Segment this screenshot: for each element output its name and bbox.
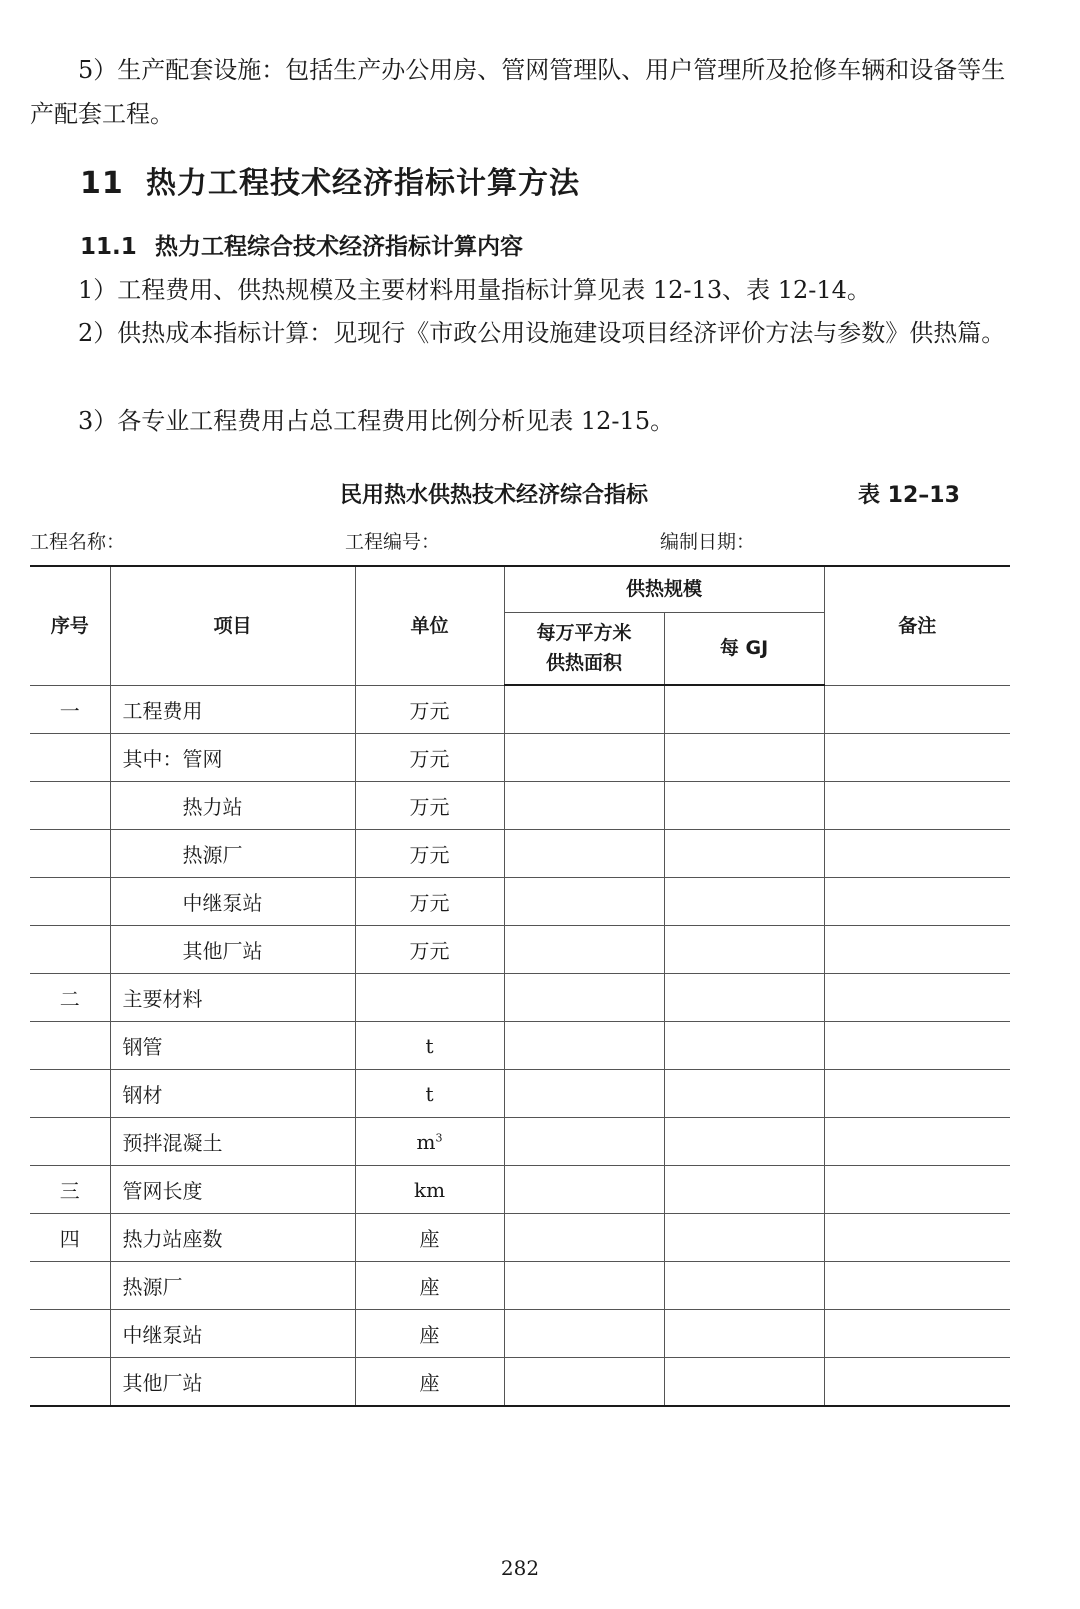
row-remark-cell <box>824 1214 1010 1262</box>
row-remark-cell <box>824 1358 1010 1407</box>
table-row <box>30 1214 1010 1262</box>
row-per-gj-cell <box>664 1310 824 1358</box>
table-row <box>30 1070 1010 1118</box>
row-unit-text: t <box>425 1033 434 1058</box>
list-item-3: 3）各专业工程费用占总工程费用比例分析见表 12-15。 <box>78 407 675 435</box>
row-item: 热力站座数 <box>110 1214 355 1262</box>
table-row <box>30 1310 1010 1358</box>
row-per-gj-cell <box>664 1358 824 1407</box>
row-item: 其他厂站 <box>110 1358 355 1407</box>
row-remark-cell <box>824 974 1010 1022</box>
header-scale: 供热规模 <box>504 566 824 612</box>
row-per-gj-cell <box>664 878 824 926</box>
row-item: 工程费用 <box>110 685 355 734</box>
row-per-area-cell <box>504 1070 664 1118</box>
row-per-gj-cell <box>664 1262 824 1310</box>
row-seq <box>30 1070 110 1118</box>
row-per-area-cell <box>504 782 664 830</box>
table-row <box>30 1166 1010 1214</box>
project-code-label: 工程编号： <box>345 531 441 553</box>
header-item: 项目 <box>110 566 355 685</box>
table-row <box>30 1262 1010 1310</box>
row-unit <box>355 1022 504 1070</box>
row-remark-cell <box>824 1166 1010 1214</box>
row-seq <box>30 878 110 926</box>
row-unit <box>355 1262 504 1310</box>
page-number: 282 <box>500 1556 540 1580</box>
row-per-area-cell <box>504 734 664 782</box>
row-remark-cell <box>824 830 1010 878</box>
row-item: 热源厂 <box>110 1262 355 1310</box>
header-seq: 序号 <box>30 566 110 685</box>
row-unit <box>355 1214 504 1262</box>
table-row <box>30 685 1010 734</box>
header-unit: 单位 <box>355 566 504 685</box>
row-remark-cell <box>824 782 1010 830</box>
row-remark-cell <box>824 926 1010 974</box>
row-per-area-cell <box>504 1118 664 1166</box>
row-per-area-cell <box>504 830 664 878</box>
row-unit <box>355 830 504 878</box>
row-per-area-cell <box>504 1022 664 1070</box>
row-seq <box>30 830 110 878</box>
table-row <box>30 926 1010 974</box>
header-remark: 备注 <box>824 566 1010 685</box>
table-row <box>30 734 1010 782</box>
row-remark-cell <box>824 878 1010 926</box>
section-heading <box>80 158 580 202</box>
header-per-gj: 每 GJ <box>664 612 824 685</box>
row-seq <box>30 782 110 830</box>
header-per-area-line2: 供热面积 <box>545 652 622 675</box>
row-remark-cell <box>824 1022 1010 1070</box>
row-unit <box>355 685 504 734</box>
row-unit-text: 座 <box>419 1371 440 1395</box>
row-unit <box>355 1118 504 1166</box>
row-seq <box>30 734 110 782</box>
row-per-gj-cell <box>664 1022 824 1070</box>
table-caption: 民用热水供热技术经济综合指标 <box>340 483 649 508</box>
row-unit-text: 座 <box>419 1227 440 1251</box>
row-per-gj-cell <box>664 1214 824 1262</box>
table-row <box>30 782 1010 830</box>
row-unit-text: m <box>416 1129 436 1154</box>
row-seq <box>30 1118 110 1166</box>
project-name-label: 工程名称： <box>30 531 126 553</box>
row-unit <box>355 734 504 782</box>
row-unit-text: 座 <box>419 1275 440 1299</box>
row-per-gj-cell <box>664 926 824 974</box>
row-unit <box>355 1166 504 1214</box>
date-label: 编制日期： <box>660 531 756 553</box>
row-per-area-cell <box>504 1358 664 1407</box>
row-remark-cell <box>824 1262 1010 1310</box>
row-unit-text: t <box>425 1081 434 1106</box>
row-per-gj-cell <box>664 830 824 878</box>
subsection-number: 11.1 <box>80 234 137 260</box>
row-per-area-cell <box>504 1166 664 1214</box>
row-unit-text: 万元 <box>409 939 450 963</box>
row-per-gj-cell <box>664 1166 824 1214</box>
row-unit <box>355 974 504 1022</box>
row-item: 管网长度 <box>110 1166 355 1214</box>
row-seq <box>30 1358 110 1407</box>
row-item: 预拌混凝土 <box>110 1118 355 1166</box>
row-unit-superscript: 3 <box>435 1130 443 1144</box>
row-unit-text: 万元 <box>409 747 450 771</box>
row-unit <box>355 1358 504 1407</box>
row-seq: 一 <box>30 685 110 734</box>
row-unit-text: 万元 <box>409 698 450 723</box>
row-item: 钢管 <box>110 1022 355 1070</box>
row-per-area-cell <box>504 974 664 1022</box>
list-item-1: 1）工程费用、供热规模及主要材料用量指标计算见表 12-13、表 12-14。 <box>78 276 871 304</box>
row-per-gj-cell <box>664 685 824 734</box>
row-per-area-cell <box>504 1262 664 1310</box>
row-unit-text: 万元 <box>409 795 450 819</box>
header-per-area <box>504 612 664 685</box>
row-remark-cell <box>824 685 1010 734</box>
row-seq <box>30 1022 110 1070</box>
row-seq: 二 <box>30 974 110 1022</box>
row-seq: 三 <box>30 1166 110 1214</box>
list-item-2: 2）供热成本指标计算：见现行《市政公用设施建设项目经济评价方法与参数》供热篇。 <box>78 319 1006 347</box>
row-seq <box>30 1262 110 1310</box>
row-unit-text: 万元 <box>409 891 450 915</box>
table-row <box>30 878 1010 926</box>
row-item: 热源厂 <box>110 830 355 878</box>
header-per-area-line1: 每万平方米 <box>536 622 632 645</box>
section-title: 热力工程技术经济指标计算方法 <box>146 166 580 201</box>
row-item: 主要材料 <box>110 974 355 1022</box>
row-unit <box>355 926 504 974</box>
row-unit <box>355 1070 504 1118</box>
row-per-area-cell <box>504 926 664 974</box>
table-row <box>30 974 1010 1022</box>
row-item: 钢材 <box>110 1070 355 1118</box>
subsection-heading <box>80 228 523 261</box>
row-unit <box>355 782 504 830</box>
row-per-area-cell <box>504 685 664 734</box>
row-per-area-cell <box>504 878 664 926</box>
subsection-title: 热力工程综合技术经济指标计算内容 <box>155 234 523 260</box>
row-item: 热力站 <box>110 782 355 830</box>
row-item: 其他厂站 <box>110 926 355 974</box>
row-item: 中继泵站 <box>110 878 355 926</box>
row-per-gj-cell <box>664 734 824 782</box>
row-per-gj-cell <box>664 1118 824 1166</box>
table-row <box>30 1358 1010 1407</box>
row-item: 中继泵站 <box>110 1310 355 1358</box>
section-number: 11 <box>80 166 124 201</box>
row-remark-cell <box>824 1070 1010 1118</box>
row-unit <box>355 1310 504 1358</box>
row-remark-cell <box>824 734 1010 782</box>
row-unit-text: km <box>413 1177 446 1202</box>
table-row <box>30 1022 1010 1070</box>
row-unit-text: 座 <box>419 1323 440 1347</box>
table-number: 表 12–13 <box>858 483 960 508</box>
table-row <box>30 1118 1010 1166</box>
row-per-gj-cell <box>664 1070 824 1118</box>
row-per-gj-cell <box>664 782 824 830</box>
row-remark-cell <box>824 1310 1010 1358</box>
row-per-gj-cell <box>664 974 824 1022</box>
row-remark-cell <box>824 1118 1010 1166</box>
row-per-area-cell <box>504 1310 664 1358</box>
row-unit-text: 万元 <box>409 843 450 867</box>
table-row <box>30 830 1010 878</box>
row-seq: 四 <box>30 1214 110 1262</box>
row-item: 其中：管网 <box>110 734 355 782</box>
intro-paragraph: 5）生产配套设施：包括生产办公用房、管网管理队、用户管理所及抢修车辆和设备等生产配套工程。 <box>30 56 1006 128</box>
row-per-area-cell <box>504 1214 664 1262</box>
row-seq <box>30 926 110 974</box>
row-seq <box>30 1310 110 1358</box>
row-unit <box>355 878 504 926</box>
indicator-table <box>30 565 1010 1407</box>
